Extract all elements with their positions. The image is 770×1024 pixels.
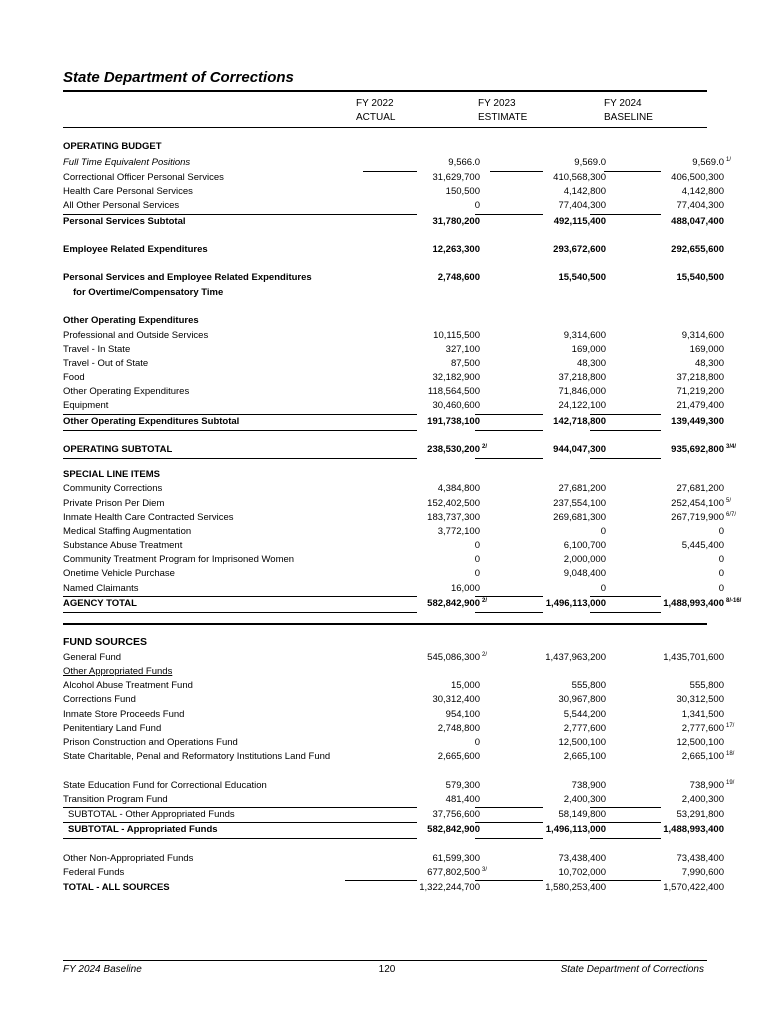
overtime-row: Personal Services and Employee Related Expenditures for Overtime/Compensatory Time 2,748,600 15,540,500 15,540,500 bbox=[63, 272, 724, 298]
ere-row: Employee Related Expenditures 12,263,300 293,672,600 292,655,600 bbox=[63, 244, 724, 255]
subtotal-rule bbox=[590, 430, 661, 431]
page-title: State Department of Corrections bbox=[63, 69, 294, 86]
subtotal-rule bbox=[63, 458, 417, 459]
subtotal-rule bbox=[475, 838, 543, 839]
other-operating-heading: Other Operating Expenditures bbox=[63, 315, 199, 326]
footnote-ref: 5/ bbox=[726, 498, 732, 504]
table-row: Travel - Out of State 87,500 48,300 48,300 bbox=[63, 358, 724, 369]
footnote-ref: 17/ bbox=[726, 723, 735, 729]
section-heading-operating-budget: OPERATING BUDGET bbox=[63, 141, 162, 152]
subtotal-rule bbox=[63, 612, 417, 613]
footer-right: State Department of Corrections bbox=[560, 964, 704, 975]
table-row: Correctional Officer Personal Services 31,629,700 410,568,300 406,500,300 bbox=[63, 172, 724, 183]
subtotal-other-row: SUBTOTAL - Other Appropriated Funds 37,756,600 58,149,800 53,291,800 bbox=[68, 809, 724, 820]
section-heading-special-line-items: SPECIAL LINE ITEMS bbox=[63, 469, 160, 480]
table-row: State Education Fund for Correctional Education 579,300 738,900 738,900 19/ bbox=[63, 779, 707, 793]
table-row: Professional and Outside Services 10,115,500 9,314,600 9,314,600 bbox=[63, 330, 724, 341]
table-row: Travel - In State 327,100 169,000 169,000 bbox=[63, 344, 724, 355]
total-all-sources-row: TOTAL - ALL SOURCES 1,322,244,700 1,580,253,400 1,570,422,400 bbox=[63, 882, 724, 893]
table-row: All Other Personal Services 0 77,404,300 77,404,300 bbox=[63, 200, 724, 211]
subtotal-rule bbox=[590, 612, 661, 613]
table-row: Named Claimants 16,000 0 0 bbox=[63, 583, 724, 594]
table-row: Health Care Personal Services 150,500 4,142,800 4,142,800 bbox=[63, 186, 724, 197]
fte-row: Full Time Equivalent Positions 9,566.0 9,569.0 9,569.0 1/ bbox=[63, 156, 707, 170]
column-header-fy2024: FY 2024 BASELINE bbox=[604, 98, 653, 123]
footnote-ref: 2/ bbox=[482, 598, 488, 604]
section-heading-fund-sources: FUND SOURCES bbox=[63, 636, 148, 648]
table-row: State Charitable, Penal and Reformatory Institutions Land Fund 2,665,600 2,665,100 2,665,100 18/ bbox=[63, 750, 707, 778]
table-row: Alcohol Abuse Treatment Fund 15,000 555,800 555,800 bbox=[63, 680, 724, 691]
header-rule bbox=[63, 127, 707, 128]
footnote-ref: 8/-16/ bbox=[726, 598, 742, 604]
subtotal-appropriated-row: SUBTOTAL - Appropriated Funds 582,842,900 1,496,113,000 1,488,993,400 bbox=[68, 824, 724, 835]
footer-left: FY 2024 Baseline bbox=[63, 964, 142, 975]
table-row: Onetime Vehicle Purchase 0 9,048,400 0 bbox=[63, 568, 724, 579]
table-row: Penitentiary Land Fund 2,748,800 2,777,600 2,777,600 17/ bbox=[63, 722, 707, 736]
subtotal-rule bbox=[63, 430, 417, 431]
subtotal-rule bbox=[590, 458, 661, 459]
footnote-ref: 1/ bbox=[726, 157, 732, 163]
subtotal-rule bbox=[475, 458, 543, 459]
other-appropriated-heading: Other Appropriated Funds bbox=[63, 666, 173, 677]
footnote-ref: 18/ bbox=[726, 751, 735, 757]
table-row: Equipment 30,460,600 24,122,100 21,479,400 bbox=[63, 400, 724, 411]
non-appropriated-row: Other Non-Appropriated Funds 61,599,300 73,438,400 73,438,400 bbox=[63, 853, 724, 864]
general-fund-row: General Fund 545,086,300 2/ 1,437,963,200 1,435,701,600 bbox=[63, 651, 707, 665]
table-row: Substance Abuse Treatment 0 6,100,700 5,445,400 bbox=[63, 540, 724, 551]
table-row: Medical Staffing Augmentation 3,772,100 0 0 bbox=[63, 526, 724, 537]
footer-rule bbox=[63, 960, 707, 961]
table-row: Prison Construction and Operations Fund 0 12,500,100 12,500,100 bbox=[63, 737, 724, 748]
footnote-ref: 19/ bbox=[726, 780, 735, 786]
page-number: 120 bbox=[378, 964, 396, 975]
column-header-fy2022: FY 2022 ACTUAL bbox=[356, 98, 396, 123]
table-row: Community Corrections 4,384,800 27,681,200 27,681,200 bbox=[63, 483, 724, 494]
footnote-ref: 2/ bbox=[482, 652, 488, 658]
ps-subtotal-row: Personal Services Subtotal 31,780,200 492,115,400 488,047,400 bbox=[63, 216, 724, 227]
footnote-ref: 3/4/ bbox=[726, 444, 737, 450]
footnote-ref: 2/ bbox=[482, 444, 488, 450]
table-row: Private Prison Per Diem 152,402,500 237,554,100 252,454,100 5/ bbox=[63, 497, 707, 511]
table-row: Community Treatment Program for Imprisoned Women 0 2,000,000 0 bbox=[63, 554, 724, 565]
subtotal-rule bbox=[590, 838, 661, 839]
subtotal-rule bbox=[63, 838, 417, 839]
section-rule bbox=[63, 623, 707, 625]
subtotal-rule bbox=[475, 612, 543, 613]
table-row: Food 32,182,900 37,218,800 37,218,800 bbox=[63, 372, 724, 383]
footnote-ref: 3/ bbox=[482, 867, 488, 873]
title-rule bbox=[63, 90, 707, 92]
footnote-ref: 6/7/ bbox=[726, 512, 737, 518]
table-row: Inmate Health Care Contracted Services 183,737,300 269,681,300 267,719,900 6/7/ bbox=[63, 511, 707, 525]
other-subtotal-row: Other Operating Expenditures Subtotal 191,738,100 142,718,800 139,449,300 bbox=[63, 416, 724, 427]
subtotal-rule bbox=[475, 430, 543, 431]
table-row: Inmate Store Proceeds Fund 954,100 5,544,200 1,341,500 bbox=[63, 709, 724, 720]
table-row: Other Operating Expenditures 118,564,500 71,846,000 71,219,200 bbox=[63, 386, 724, 397]
federal-funds-row: Federal Funds 677,802,500 3/ 10,702,000 7,990,600 bbox=[63, 866, 707, 880]
table-row: Corrections Fund 30,312,400 30,967,800 30,312,500 bbox=[63, 694, 724, 705]
column-header-fy2023: FY 2023 ESTIMATE bbox=[478, 98, 528, 123]
table-row: Transition Program Fund 481,400 2,400,300 2,400,300 bbox=[63, 794, 724, 805]
operating-subtotal-row: OPERATING SUBTOTAL 238,530,200 2/ 944,047,300 935,692,800 3/4/ bbox=[63, 443, 707, 457]
agency-total-row: AGENCY TOTAL 582,842,900 2/ 1,496,113,000 1,488,993,400 8/-16/ bbox=[63, 597, 707, 611]
